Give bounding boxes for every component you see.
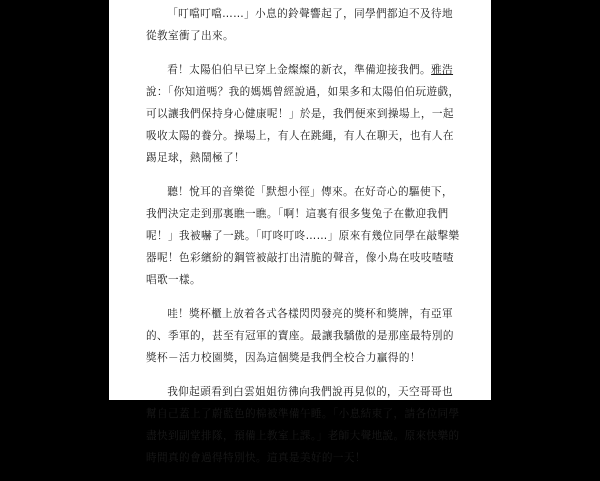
paragraph-1: 「叮噹叮噹……」小息的鈴聲響起了，同學們都迫不及待地從教室衝了出來。 — [146, 8, 454, 42]
paragraph-2-rest: 說：「你知道嗎？我的媽媽曾經說過，如果多和太陽伯伯玩遊戲，可以讓我們保持身心健康呢！」於是，我們便來到操場上，一起吸收太陽的養分。操場上，有人在跳繩，有人在聊天，也有人在踢足球，熱鬧極了！ — [146, 86, 460, 164]
paragraph-3: 聽！悅耳的音樂從「默想小徑」傳來。在好奇心的驅使下，我們決定走到那裏瞧一瞧。「啊！這裏有很多隻兔子在歡迎我們呢！」我被嚇了一跳。「叮咚叮咚……」原來有幾位同學在敲擊樂器呢！色彩繽紛的鋼管被敲打出清脆的聲音，像小鳥在吱吱喳喳唱歌一樣。 — [146, 186, 460, 286]
paragraph-4: 哇！獎杯櫃上放着各式各樣閃閃發亮的獎杯和獎牌，有亞軍的、季軍的，甚至有冠軍的寶座。最讓我驕傲的是那座最特別的獎杯－活力校園獎，因為這個獎是我們全校合力贏得的！ — [146, 308, 454, 364]
underlined-name: 雅浩 — [431, 64, 454, 76]
paragraph-2 — [146, 59, 464, 169]
paragraph-2-start: 看！太陽伯伯早已穿上金燦燦的新衣，準備迎接我們。 — [167, 64, 432, 76]
paragraph-5: 我仰起頭看到白雲姐姐彷彿向我們說再見似的，天空哥哥也幫自己蓋上了蔚藍色的棉被準備午睡。「小息結束了，請各位同學盡快到副堂排隊，預備上教室上課。」老師大聲地說。原來快樂的時間真的會過得特別快。這真是美好的一天！ — [146, 386, 460, 464]
document-page — [109, 0, 491, 464]
document-body — [146, 3, 464, 481]
